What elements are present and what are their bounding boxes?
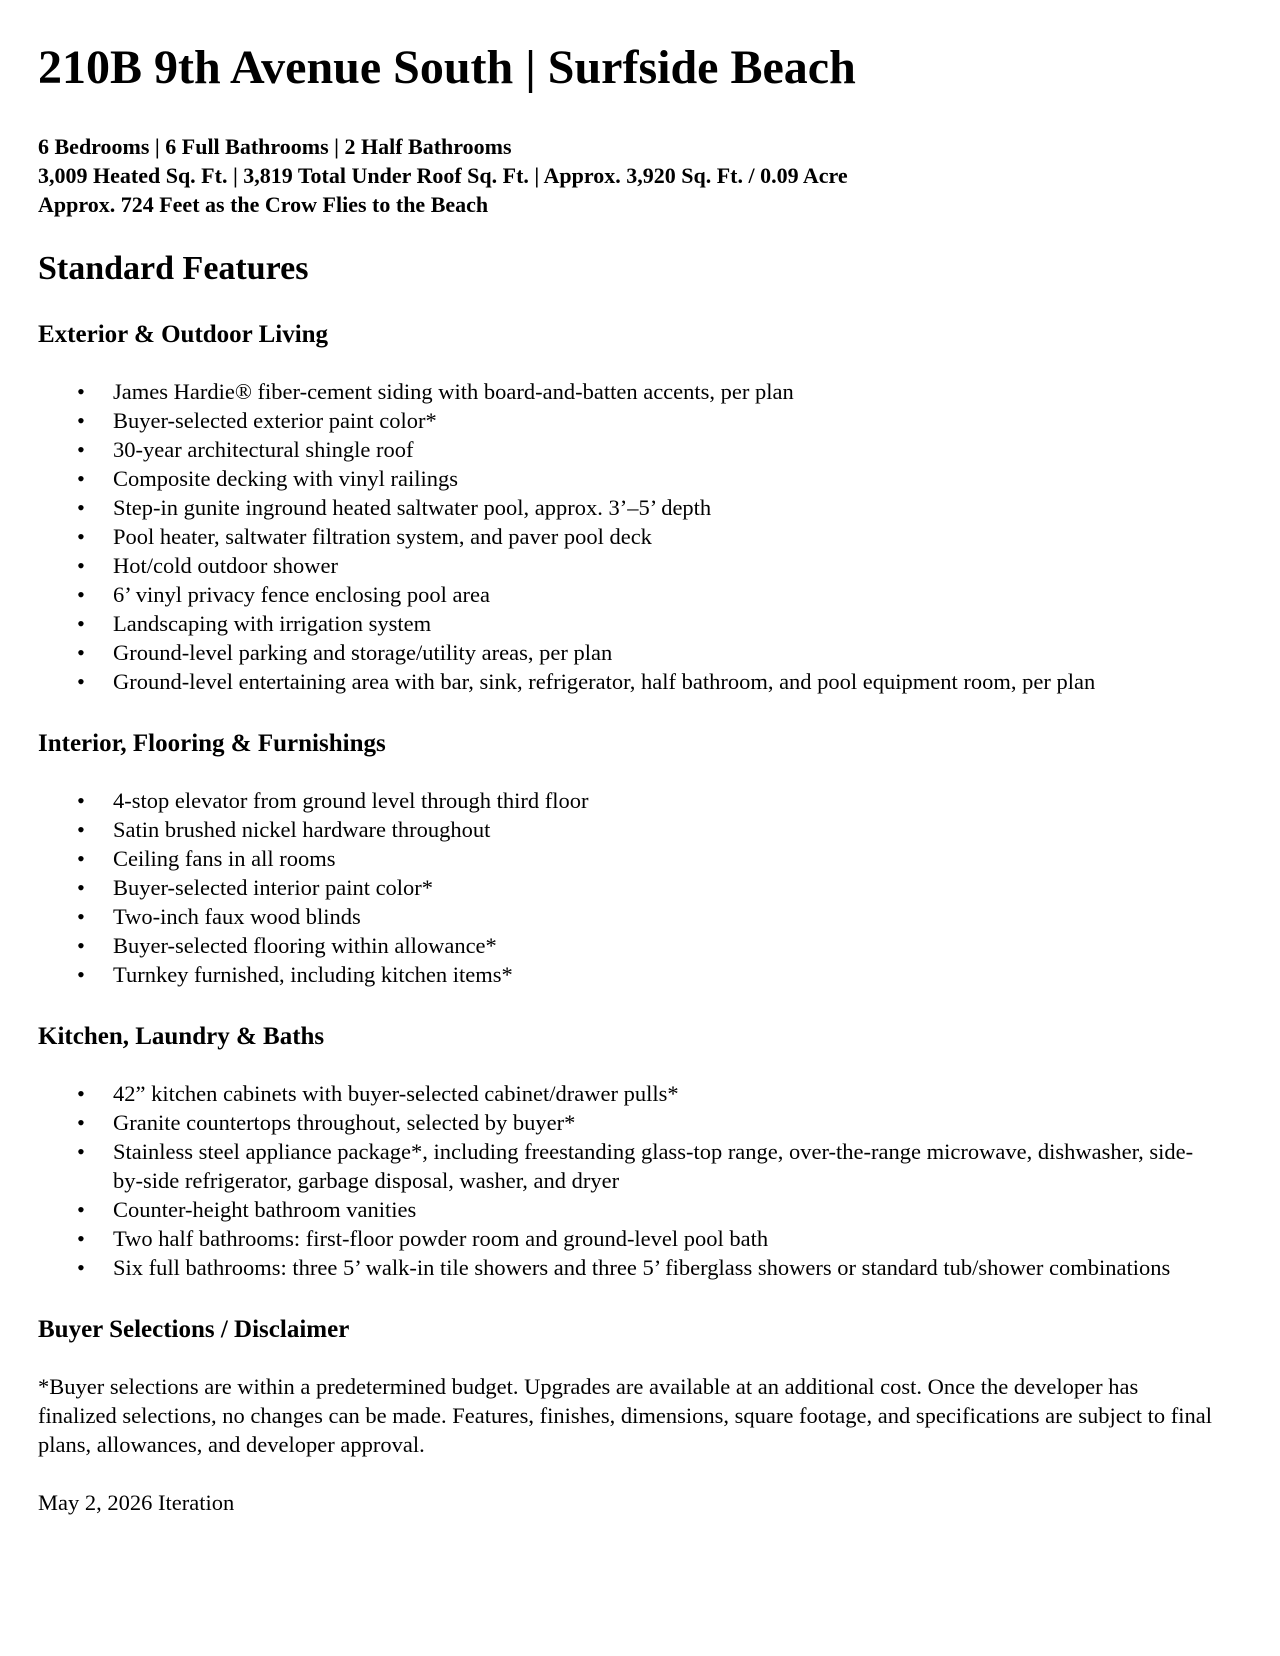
bullet-icon: • <box>77 553 85 578</box>
list-item-text: Buyer-selected exterior paint color* <box>113 408 437 433</box>
list-item-text: James Hardie® fiber-cement siding with board-and-batten accents, per plan <box>113 379 794 404</box>
bullet-icon: • <box>77 1139 85 1164</box>
list-item-text: Stainless steel appliance package*, including freestanding glass-top range, over-the-range microwave, dishwasher, side-by-side refrigerator, garbage disposal, washer, and dryer <box>113 1139 1194 1193</box>
list-item-text: Ceiling fans in all rooms <box>113 846 336 871</box>
list-item <box>38 406 1220 435</box>
list-item-text: Buyer-selected interior paint color* <box>113 875 434 900</box>
exterior-heading: Exterior & Outdoor Living <box>38 321 329 348</box>
list-item <box>38 667 1220 696</box>
bullet-icon: • <box>77 379 85 404</box>
bullet-icon: • <box>77 524 85 549</box>
bullet-icon: • <box>77 408 85 433</box>
summary-rooms: 6 Bedrooms | 6 Full Bathrooms | 2 Half Bathrooms <box>38 134 512 159</box>
iteration-date: May 2, 2026 Iteration <box>38 1490 235 1515</box>
list-item-text: Two-inch faux wood blinds <box>113 904 361 929</box>
list-item-text: Landscaping with irrigation system <box>113 611 432 636</box>
list-item <box>38 786 1220 815</box>
list-item <box>38 902 1220 931</box>
bullet-icon: • <box>77 817 85 842</box>
interior-heading: Interior, Flooring & Furnishings <box>38 730 386 757</box>
interior-list <box>38 786 1220 989</box>
list-item-text: Hot/cold outdoor shower <box>113 553 338 578</box>
list-item-text: Step-in gunite inground heated saltwater pool, approx. 3’–5’ depth <box>113 495 712 520</box>
list-item <box>38 522 1220 551</box>
section-title: Standard Features <box>38 250 309 287</box>
list-item <box>38 1079 1220 1108</box>
bullet-icon: • <box>77 495 85 520</box>
list-item-text: Composite decking with vinyl railings <box>113 466 458 491</box>
list-item-text: Counter-height bathroom vanities <box>113 1197 417 1222</box>
list-item <box>38 1253 1220 1282</box>
list-item <box>38 873 1220 902</box>
list-item-text: Ground-level parking and storage/utility areas, per plan <box>113 640 613 665</box>
bullet-icon: • <box>77 1081 85 1106</box>
list-item-text: Buyer-selected flooring within allowance* <box>113 933 497 958</box>
disclaimer-heading: Buyer Selections / Disclaimer <box>38 1316 350 1343</box>
list-item-text: Satin brushed nickel hardware throughout <box>113 817 491 842</box>
bullet-icon: • <box>77 1197 85 1222</box>
bullet-icon: • <box>77 669 85 694</box>
summary-square-footage: 3,009 Heated Sq. Ft. | 3,819 Total Under Roof Sq. Ft. | Approx. 3,920 Sq. Ft. / 0.09 Acre <box>38 163 848 188</box>
list-item-text: 30-year architectural shingle roof <box>113 437 414 462</box>
bullet-icon: • <box>77 437 85 462</box>
bullet-icon: • <box>77 1255 85 1280</box>
page-title: 210B 9th Avenue South | Surfside Beach <box>38 41 856 94</box>
list-item <box>38 931 1220 960</box>
list-item <box>38 609 1220 638</box>
list-item <box>38 435 1220 464</box>
list-item-text: Granite countertops throughout, selected by buyer* <box>113 1110 576 1135</box>
bullet-icon: • <box>77 788 85 813</box>
list-item-text: 6’ vinyl privacy fence enclosing pool area <box>113 582 490 607</box>
list-item-text: Pool heater, saltwater filtration system, and paver pool deck <box>113 524 652 549</box>
bullet-icon: • <box>77 933 85 958</box>
list-item <box>38 580 1220 609</box>
bullet-icon: • <box>77 1110 85 1135</box>
bullet-icon: • <box>77 640 85 665</box>
exterior-list <box>38 377 1220 696</box>
bullet-icon: • <box>77 846 85 871</box>
bullet-icon: • <box>77 582 85 607</box>
list-item <box>38 638 1220 667</box>
list-item <box>38 1137 1220 1195</box>
list-item <box>38 844 1220 873</box>
bullet-icon: • <box>77 962 85 987</box>
list-item-text: Turnkey furnished, including kitchen items* <box>113 962 513 987</box>
bullet-icon: • <box>77 904 85 929</box>
bullet-icon: • <box>77 1226 85 1251</box>
bullet-icon: • <box>77 875 85 900</box>
list-item <box>38 377 1220 406</box>
list-item <box>38 815 1220 844</box>
list-item-text: Ground-level entertaining area with bar, sink, refrigerator, half bathroom, and pool equipment room, per plan <box>113 669 1096 694</box>
list-item-text: 4-stop elevator from ground level through third floor <box>113 788 589 813</box>
kitchen-list <box>38 1079 1220 1282</box>
list-item <box>38 464 1220 493</box>
kitchen-heading: Kitchen, Laundry & Baths <box>38 1023 325 1050</box>
bullet-icon: • <box>77 466 85 491</box>
disclaimer-text: *Buyer selections are within a predetermined budget. Upgrades are available at an additional cost. Once the developer has finalized selections, no changes can be made. Features, finishes, dimensions, square footage, and specifications are subject to final plans, allowances, and developer approval. <box>38 1374 1212 1457</box>
list-item-text: Six full bathrooms: three 5’ walk-in tile showers and three 5’ fiberglass showers or standard tub/shower combinations <box>113 1255 1171 1280</box>
bullet-icon: • <box>77 611 85 636</box>
list-item <box>38 493 1220 522</box>
list-item <box>38 960 1220 989</box>
list-item <box>38 1195 1220 1224</box>
list-item-text: 42” kitchen cabinets with buyer-selected cabinet/drawer pulls* <box>113 1081 679 1106</box>
list-item <box>38 1224 1220 1253</box>
list-item <box>38 551 1220 580</box>
summary-beach-distance: Approx. 724 Feet as the Crow Flies to the Beach <box>38 192 489 217</box>
property-summary <box>38 132 1220 219</box>
list-item <box>38 1108 1220 1137</box>
list-item-text: Two half bathrooms: first-floor powder room and ground-level pool bath <box>113 1226 769 1251</box>
